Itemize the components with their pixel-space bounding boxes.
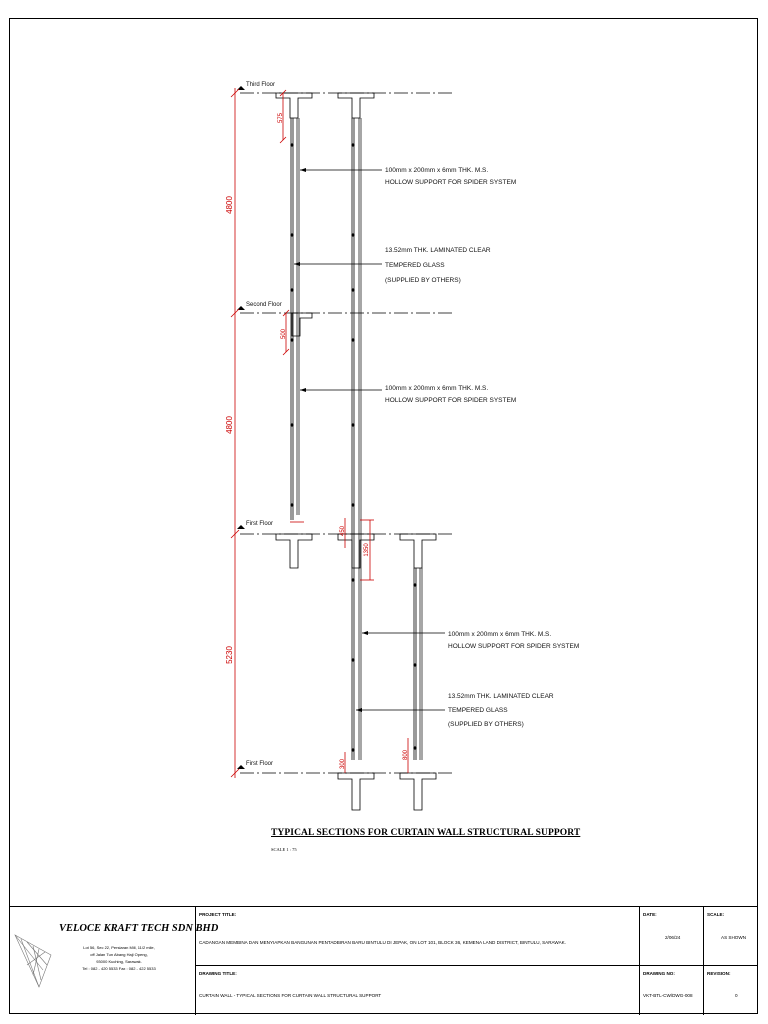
dimension-right-offset: 1350 bbox=[364, 543, 370, 557]
title-block-divider bbox=[195, 907, 196, 1015]
title-block-divider bbox=[639, 907, 640, 1015]
drawing-no-value: VKT-BTL-CW/DWG-008 bbox=[643, 993, 693, 998]
revision-label: REVISION: bbox=[707, 971, 731, 976]
dimension-top-offset: 575 bbox=[278, 112, 284, 124]
scale-value: AS SHOWN bbox=[721, 935, 747, 940]
company-address-line: Tel : 082 - 420 5533 Fax : 082 - 422 5533 bbox=[82, 966, 156, 971]
callout-hollow-1-line-2: HOLLOW SUPPORT FOR SPIDER SYSTEM bbox=[385, 179, 517, 186]
drawing-title: TYPICAL SECTIONS FOR CURTAIN WALL STRUCTURAL SUPPORT bbox=[271, 828, 581, 838]
slab-beam-bottom-right bbox=[400, 773, 436, 810]
callout-glass-2-line-2: TEMPERED GLASS bbox=[448, 707, 508, 714]
company-logo-icon bbox=[13, 925, 53, 990]
level-markers bbox=[237, 86, 245, 769]
spider-fittings bbox=[290, 143, 416, 751]
dimension-upper: 4800 bbox=[225, 196, 234, 214]
project-title-label: PROJECT TITLE: bbox=[199, 912, 237, 917]
dimension-lower: 5230 bbox=[225, 646, 234, 664]
dimension-bottom-offset: 800 bbox=[403, 749, 409, 761]
revision-value: 0 bbox=[735, 993, 738, 998]
dimension-bottom-left-offset: 300 bbox=[340, 758, 346, 770]
callout-hollow-1-line-1: 100mm x 200mm x 6mm THK. M.S. bbox=[385, 167, 489, 174]
level-label-second: Second Floor bbox=[246, 302, 282, 308]
callout-glass-2-line-1: 13.52mm THK. LAMINATED CLEAR bbox=[448, 693, 554, 700]
callout-hollow-2-line-2: HOLLOW SUPPORT FOR SPIDER SYSTEM bbox=[385, 397, 517, 404]
slab-beam-second-left bbox=[292, 313, 312, 336]
date-label: DATE: bbox=[643, 912, 657, 917]
callout-glass-2-line-3: (SUPPLIED BY OTHERS) bbox=[448, 721, 524, 728]
project-title: CADANGAN MEMBINA DAN MENYIAPKAN BANGUNAN PENTADBIRAN BARU BINTULU DI JEPAK, ON LOT 101, BLOCK 36, KEMENA LAND DISTRICT, BINTULU, SARAWAK. bbox=[199, 940, 566, 945]
hollow-supports bbox=[297, 118, 422, 760]
title-block-row-divider bbox=[195, 965, 758, 966]
company-address-line: Lot 56, Sec 22, Persiaran Mill, 11/2 mile, bbox=[83, 945, 155, 950]
date-value: 2/06/24 bbox=[665, 935, 681, 940]
company-address-line: 93000 Kuching, Sarawak. bbox=[96, 959, 142, 964]
title-block-divider bbox=[703, 907, 704, 1015]
slab-sections bbox=[276, 93, 436, 810]
company-name: VELOCE KRAFT TECH SDN BHD bbox=[59, 923, 219, 934]
drawing-no-label: DRAWING NO: bbox=[643, 971, 675, 976]
callout-hollow-3-line-1: 100mm x 200mm x 6mm THK. M.S. bbox=[448, 631, 552, 638]
level-lines bbox=[240, 93, 455, 773]
level-marker-icon bbox=[237, 525, 245, 529]
callout-glass-1-line-2: TEMPERED GLASS bbox=[385, 262, 445, 269]
dimension-mid-offset: 500 bbox=[281, 328, 287, 340]
level-label-first-lower: First Floor bbox=[246, 761, 273, 767]
slab-beam-third-right bbox=[338, 93, 374, 118]
title-block bbox=[9, 906, 758, 1014]
slab-beam-first-right bbox=[400, 534, 436, 568]
callout-hollow-2-line-1: 100mm x 200mm x 6mm THK. M.S. bbox=[385, 385, 489, 392]
callout-glass-1-line-3: (SUPPLIED BY OTHERS) bbox=[385, 277, 461, 284]
dimension-slab-offset: 450 bbox=[340, 525, 346, 537]
level-label-first-upper: First Floor bbox=[246, 521, 273, 527]
drawing-title-label: DRAWING TITLE: bbox=[199, 971, 237, 976]
slab-beam-bottom-middle bbox=[338, 773, 374, 810]
level-marker-icon bbox=[237, 765, 245, 769]
drawing-title-value: CURTAIN WALL - TYPICAL SECTIONS FOR CURTAIN WALL STRUCTURAL SUPPORT bbox=[199, 993, 382, 998]
drawing-scale: SCALE 1 : 75 bbox=[271, 847, 297, 852]
level-label-third: Third Floor bbox=[246, 82, 276, 88]
callout-glass-1-line-1: 13.52mm THK. LAMINATED CLEAR bbox=[385, 247, 491, 254]
glass-panels bbox=[291, 118, 416, 760]
dimension-middle: 4800 bbox=[225, 416, 234, 434]
callout-arrowheads bbox=[294, 168, 368, 712]
callout-hollow-3-line-2: HOLLOW SUPPORT FOR SPIDER SYSTEM bbox=[448, 643, 580, 650]
scale-label: SCALE: bbox=[707, 912, 725, 917]
slab-beam-first-left bbox=[276, 534, 312, 568]
company-address-line: off Jalan Tun Abang Haji Openg, bbox=[90, 952, 148, 957]
